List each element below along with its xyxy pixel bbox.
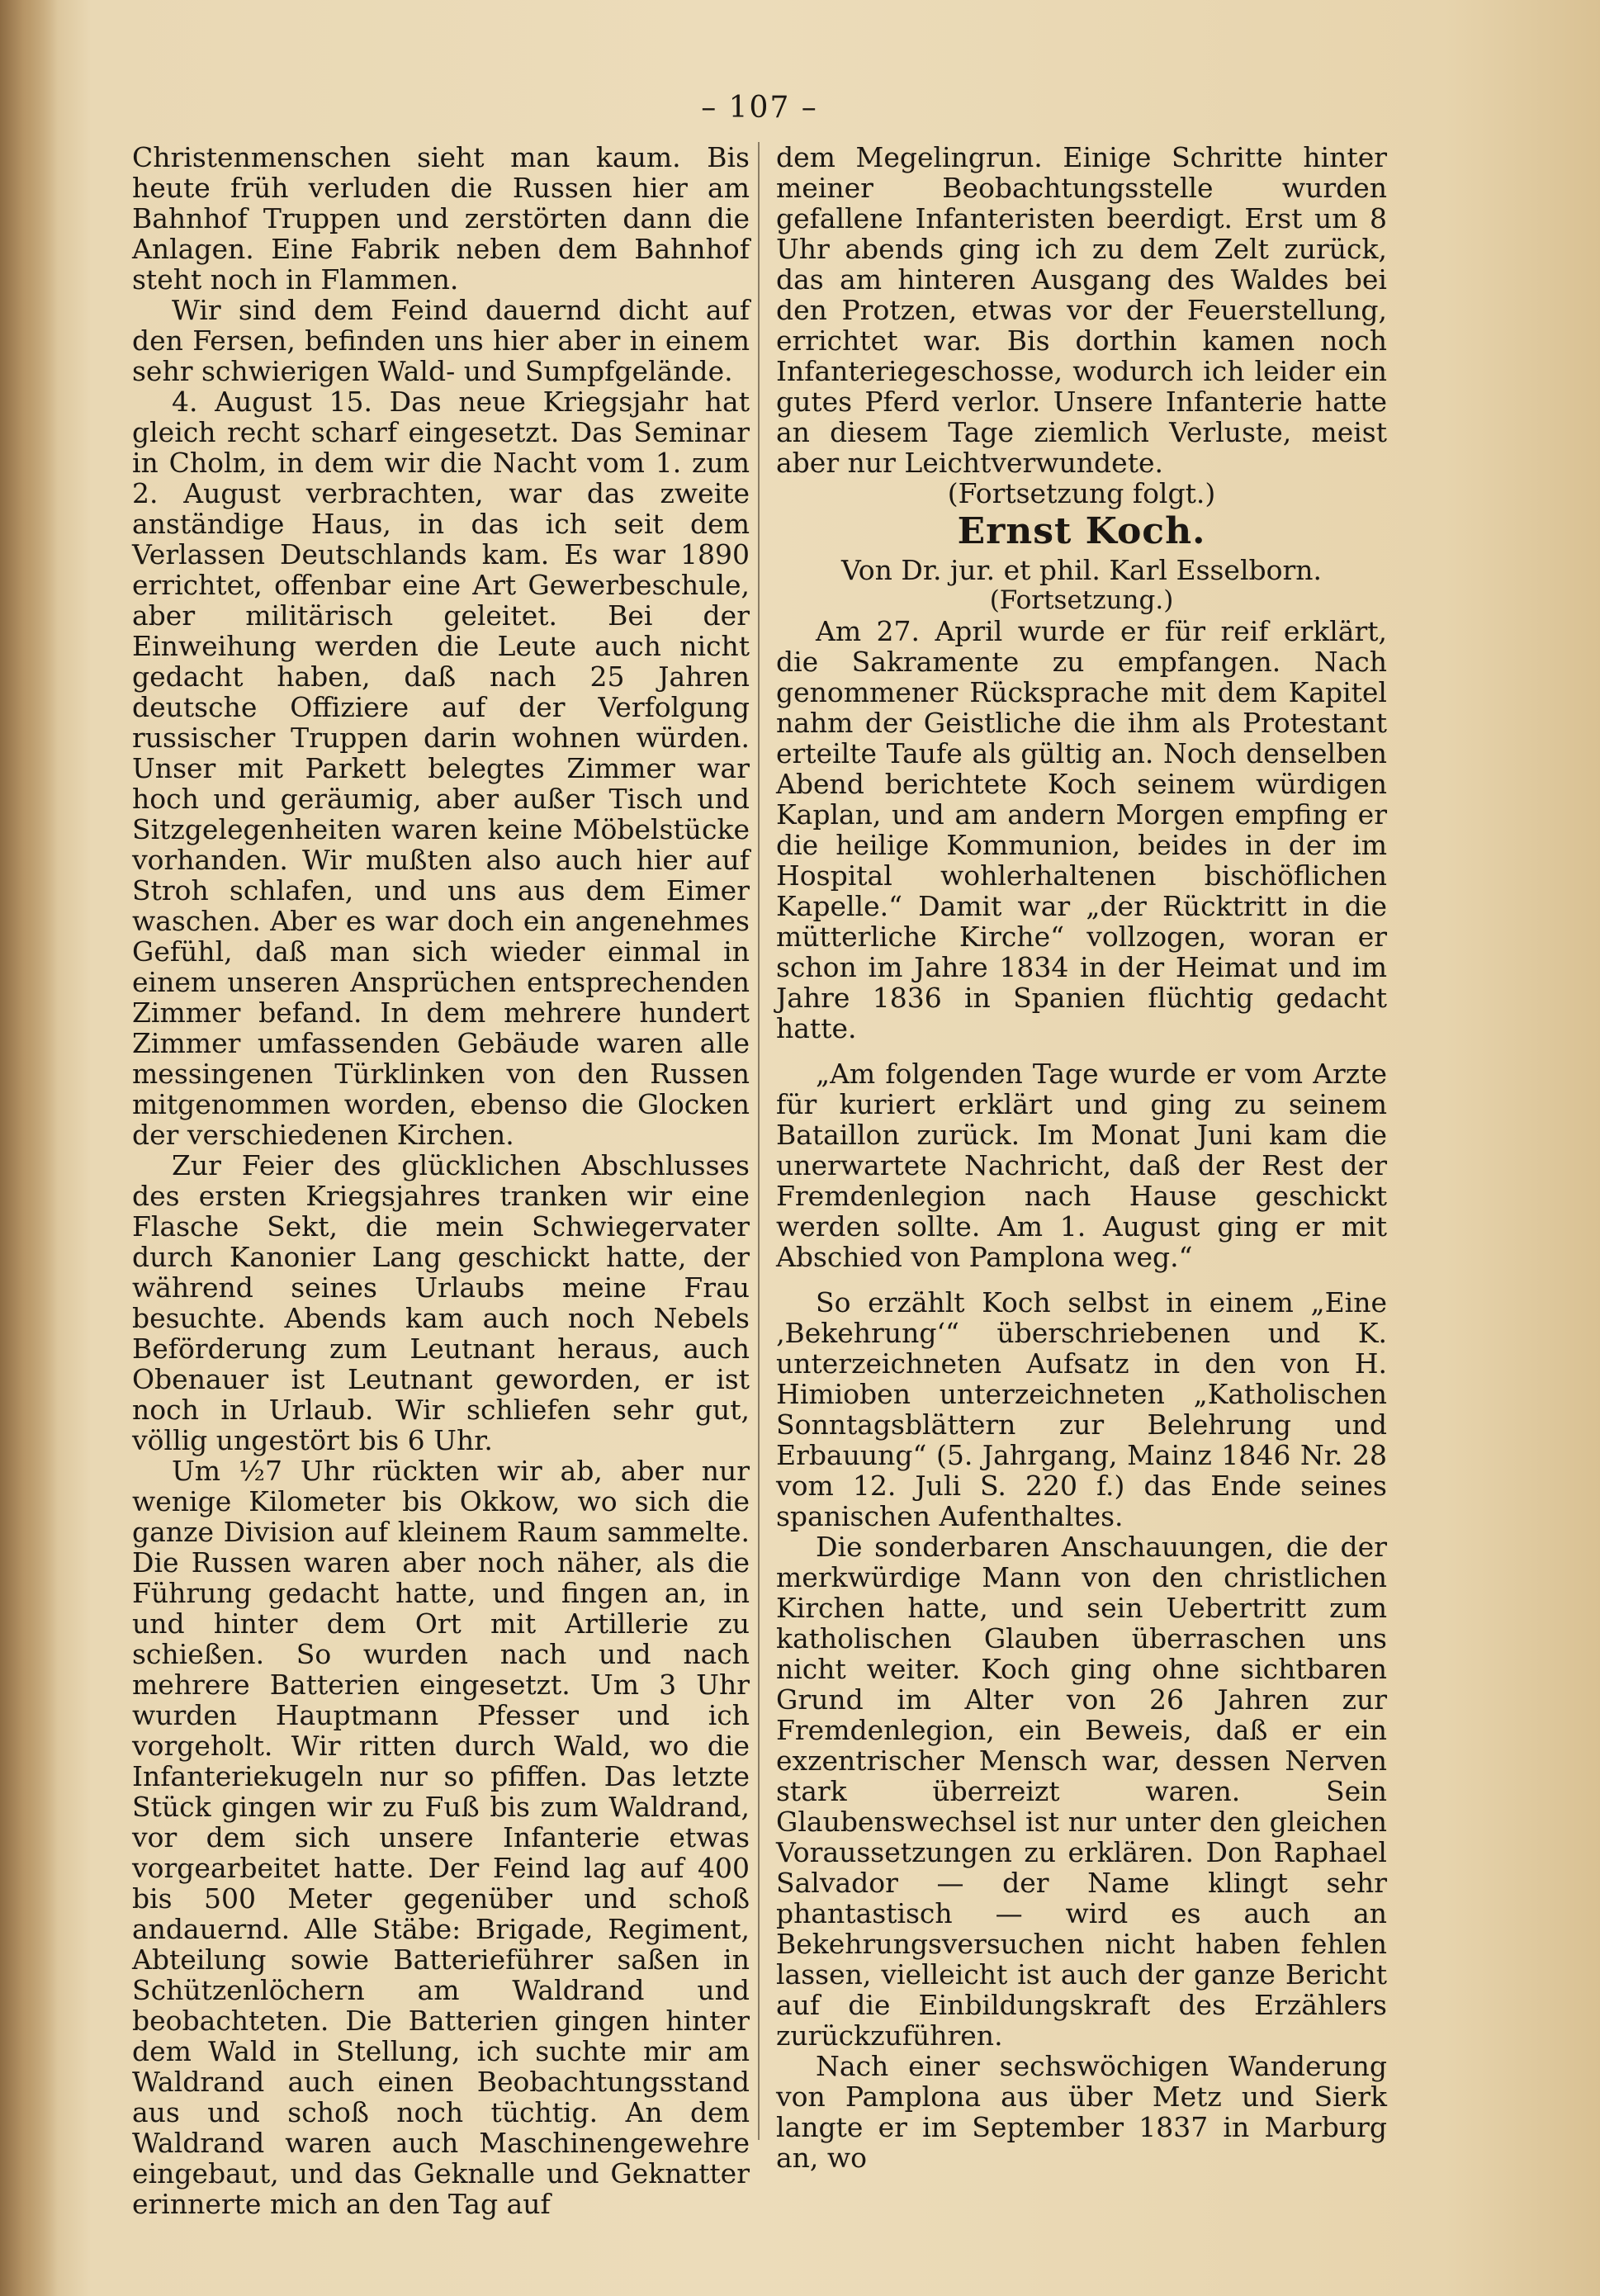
paragraph: „Am folgenden Tage wurde er vom Arzte für kuriert erklärt und ging zu seinem Bataillon zurück. Im Monat Juni kam die unerwartete Nachricht, daß der Rest der Fremdenlegion nach Hause geschickt werden sollte. Am 1. August ging er mit Abschied von Pamplona weg.“ [776, 1058, 1387, 1273]
left-column [132, 142, 750, 2219]
book-spine-shadow [0, 0, 58, 2296]
paragraph: So erzählt Koch selbst in einem „Eine ‚Bekehrung‘“ überschriebenen und K. unterzeichneten Aufsatz in den von H. Himioben unterzeichneten „Katholischen Sonntagsblättern zur Belehrung und Erbauung“ (5. Jahrgang, Mainz 1846 Nr. 28 vom 12. Juli S. 220 f.) das Ende seines spanischen Aufenthaltes. [776, 1286, 1387, 1532]
paragraph: Christenmenschen sieht man kaum. Bis heute früh verluden die Russen hier am Bahnhof Truppen und zerstörten dann die Anlagen. Eine Fabrik neben dem Bahnhof steht noch in Flammen. [132, 141, 750, 296]
paragraph: Die sonderbaren Anschauungen, die der merkwürdige Mann von den christlichen Kirchen hatte, und sein Uebertritt zum katholischen Glauben überraschen uns nicht weiter. Koch ging ohne sichtbaren Grund im Alter von 26 Jahren zur Fremdenlegion, ein Beweis, daß er ein exzentrischer Mensch war, dessen Nerven stark überreizt waren. Sein Glaubenswechsel ist nur unter den gleichen Voraussetzungen zu erklären. Don Raphael Salvador — der Name klingt sehr phantastisch — wird es auch an Bekehrungsversuchen nicht haben fehlen lassen, vielleicht ist auch der ganze Bericht auf die Einbildungskraft des Erzählers zurückzuführen. [776, 1531, 1387, 2052]
paragraph: Zur Feier des glücklichen Abschlusses des ersten Kriegsjahres tranken wir eine Flasche Sekt, die mein Schwiegervater durch Kanonier Lang geschickt hatte, der während seines Urlaubs meine Frau besuchte. Abends kam auch noch Nebels Beförderung zum Leutnant heraus, auch Obenauer ist Leutnant geworden, er ist noch in Urlaub. Wir schliefen sehr gut, völlig ungestört bis 6 Uhr. [132, 1149, 750, 1456]
right-column [776, 142, 1387, 2173]
column-divider [758, 142, 760, 2140]
paragraph: dem Megelingrun. Einige Schritte hinter meiner Beobachtungsstelle wurden gefallene Infanteristen beerdigt. Erst um 8 Uhr abends ging ich zu dem Zelt zurück, das am hinteren Ausgang des Waldes bei den Protzen, etwas vor der Feuerstellung, errichtet war. Bis dorthin kamen noch Infanteriegeschosse, wodurch ich leider ein gutes Pferd verlor. Unsere Infanterie hatte an diesem Tage ziemlich Verluste, meist aber nur Leichtverwundete. [776, 141, 1387, 479]
page-number: – 107 – [701, 91, 818, 125]
article-byline: Von Dr. jur. et phil. Karl Esselborn. [840, 554, 1323, 586]
paragraph: Wir sind dem Feind dauernd dicht auf den Fersen, befinden uns hier aber in einem sehr schwierigen Wald- und Sumpfgelände. [132, 294, 750, 387]
continuation-note: (Fortsetzung folgt.) [947, 477, 1216, 509]
paragraph: Am 27. April wurde er für reif erklärt, die Sakramente zu empfangen. Nach genommener Rücksprache mit dem Kapitel nahm der Geistliche die ihm als Protestant erteilte Taufe als gültig an. Noch denselben Abend berichtete Koch seinem würdigen Kaplan, und am andern Morgen empfing er die heilige Kommunion, beides in der im Hospital wohlerhaltenen bischöflichen Kapelle.“ Damit war „der Rücktritt in die mütterliche Kirche“ vollzogen, woran er schon im Jahre 1834 in der Heimat und im Jahre 1836 in Spanien flüchtig gedacht hatte. [776, 615, 1387, 1044]
paragraph: Nach einer sechswöchigen Wanderung von Pamplona aus über Metz und Sierk langte er im September 1837 in Marburg an, wo [776, 2050, 1387, 2174]
paragraph: 4. August 15. Das neue Kriegsjahr hat gleich recht scharf eingesetzt. Das Seminar in Cholm, in dem wir die Nacht vom 1. zum 2. August verbrachten, war das zweite anständige Haus, in das ich seit dem Verlassen Deutschlands kam. Es war 1890 errichtet, offenbar eine Art Gewerbeschule, aber militärisch geleitet. Bei der Einweihung werden die Leute auch nicht gedacht haben, daß nach 25 Jahren deutsche Offiziere auf der Verfolgung russischer Truppen darin wohnen würden. Unser mit Parkett belegtes Zimmer war hoch und geräumig, aber außer Tisch und Sitzgelegenheiten waren keine Möbelstücke vorhanden. Wir mußten also auch hier auf Stroh schlafen, und uns aus dem Eimer waschen. Aber es war doch ein angenehmes Gefühl, daß man sich wieder einmal in einem unseren Ansprüchen entsprechenden Zimmer befand. In dem mehrere hundert Zimmer umfassenden Gebäude waren alle messingenen Türklinken von den Russen mitgenommen worden, ebenso die Glocken der verschiedenen Kirchen. [132, 386, 750, 1151]
paragraph: Um ½7 Uhr rückten wir ab, aber nur wenige Kilometer bis Okkow, wo sich die ganze Division auf kleinem Raum sammelte. Die Russen waren aber noch näher, als die Führung gedacht hatte, und fingen an, in und hinter dem Ort mit Artillerie zu schießen. So wurden nach und nach mehrere Batterien eingesetzt. Um 3 Uhr wurden Hauptmann Pfesser und ich vorgeholt. Wir ritten durch Wald, wo die Infanteriekugeln nur so pfiffen. Das letzte Stück gingen wir zu Fuß bis zum Waldrand, vor dem sich unsere Infanterie etwas vorgearbeitet hatte. Der Feind lag auf 400 bis 500 Meter gegenüber und schoß andauernd. Alle Stäbe: Brigade, Regiment, Abteilung sowie Batterieführer saßen in Schützenlöchern am Waldrand und beobachteten. Die Batterien gingen hinter dem Wald in Stellung, ich suchte mir am Waldrand auch einen Beobachtungsstand aus und schoß noch tüchtig. An dem Waldrand waren auch Maschinengewehre eingebaut, und das Geknalle und Geknatter erinnerte mich an den Tag auf [132, 1455, 750, 2220]
article-title: Ernst Koch. [957, 510, 1206, 552]
article-continued-label: (Fortsetzung.) [989, 585, 1174, 615]
